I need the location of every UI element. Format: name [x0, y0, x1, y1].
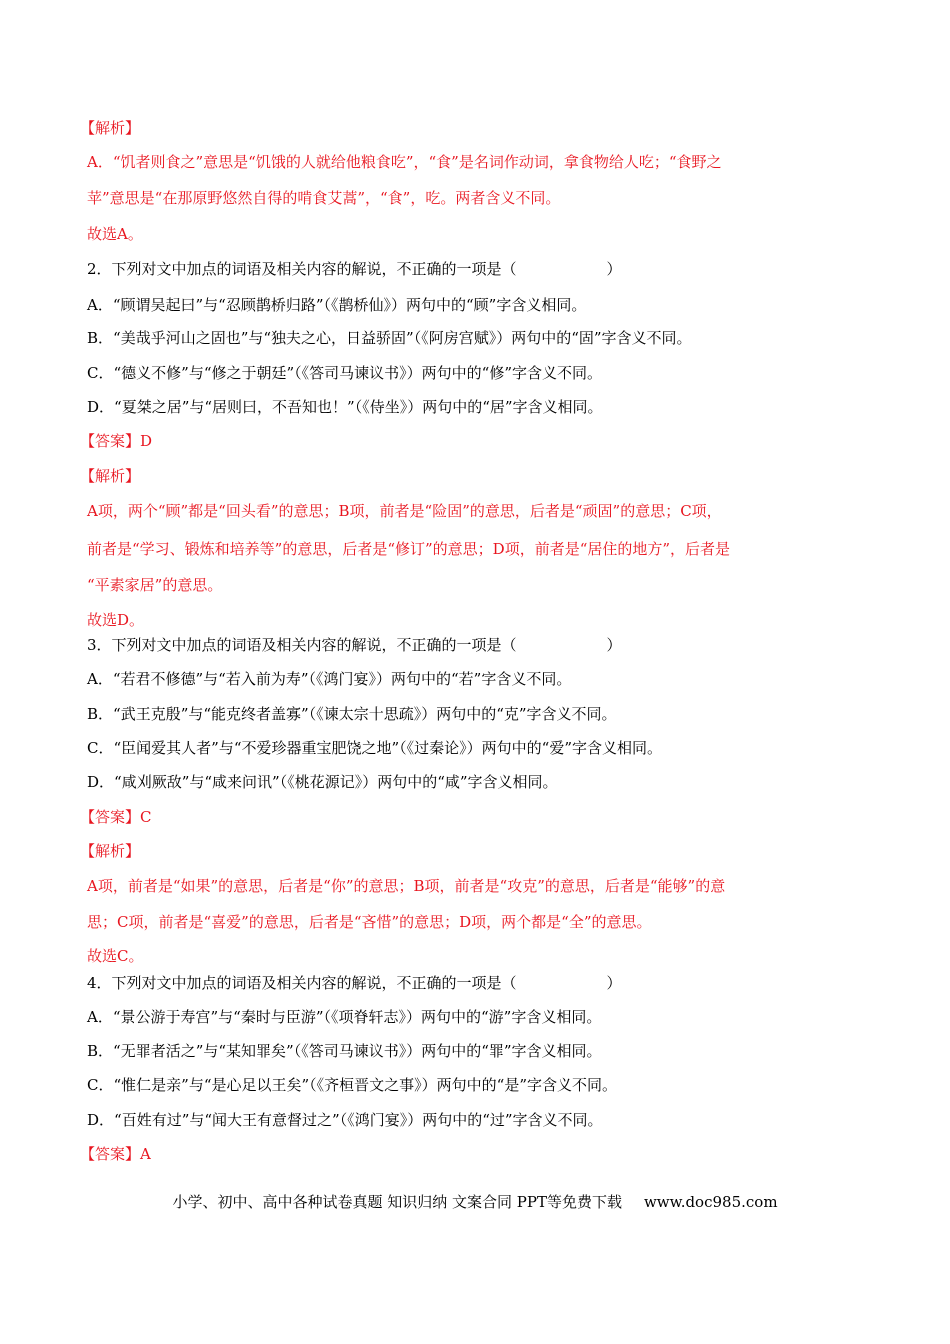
- conclusion-text: 故选D。: [87, 611, 145, 629]
- conclusion-text: 故选C。: [87, 947, 144, 965]
- answer-letter: C: [140, 808, 152, 826]
- analysis-text: 思；C项，前者是“喜爱”的意思，后者是“吝惜”的意思；D项，两个都是“全”的意思。: [87, 913, 652, 931]
- analysis-label: 【解析】: [80, 467, 141, 485]
- answer-text: [80, 808, 152, 826]
- analysis-text: A项，前者是“如果”的意思，后者是“你”的意思；B项，前者是“攻克”的意思，后者是“能够”的意: [87, 877, 726, 895]
- answer-text: [80, 432, 152, 450]
- answer-letter: D: [140, 432, 153, 450]
- question-3-option-d: D．“咸刈厥敌”与“咸来问讯”（《桃花源记》）两句中的“咸”字含义相同。: [87, 773, 558, 791]
- analysis-text: A．“饥者则食之”意思是“饥饿的人就给他粮食吃”，“食”是名词作动词，拿食物给人吃；“食野之: [87, 153, 722, 171]
- question-4-option-b: B．“无罪者活之”与“某知罪矣”（《答司马谏议书》）两句中的“罪”字含义相同。: [87, 1042, 602, 1060]
- question-2-option-a: A．“顾谓吴起曰”与“忍顾鹊桥归路”（《鹊桥仙》）两句中的“顾”字含义相同。: [87, 296, 587, 314]
- answer-label: [80, 431, 870, 451]
- analysis-text: “平素家居”的意思。: [87, 576, 223, 594]
- page-footer: [0, 1192, 950, 1212]
- analysis-label: 【解析】: [80, 842, 141, 860]
- answer-text: [80, 1145, 151, 1163]
- question-3-option-b: B．“武王克殷”与“能克终者盖寡”（《谏太宗十思疏》）两句中的“克”字含义不同。: [87, 705, 617, 723]
- question-2: 2．下列对文中加点的词语及相关内容的解说，不正确的一项是（ ）: [87, 260, 622, 278]
- question-3-option-a: A．“若君不修德”与“若入前为寿”（《鸿门宴》）两句中的“若”字含义不同。: [87, 670, 572, 688]
- question-2-option-d: D．“夏桀之居”与“居则曰，不吾知也！”（《侍坐》）两句中的“居”字含义相同。: [87, 398, 603, 416]
- answer-bracket-label: 【答案】: [80, 432, 141, 450]
- question-4: 4．下列对文中加点的词语及相关内容的解说，不正确的一项是（ ）: [87, 974, 622, 992]
- answer-label: [80, 807, 870, 827]
- answer-bracket-label: 【答案】: [80, 1145, 141, 1163]
- answer-label: [80, 1144, 870, 1164]
- question-3-option-c: C．“臣闻爱其人者”与“不爱珍器重宝肥饶之地”（《过秦论》）两句中的“爱”字含义相同。: [87, 739, 662, 757]
- analysis-label: 【解析】: [80, 119, 141, 137]
- conclusion-text: 故选A。: [87, 225, 143, 243]
- question-4-option-a: A．“景公游于寿宫”与“秦时与臣游”（《项脊轩志》）两句中的“游”字含义相同。: [87, 1008, 602, 1026]
- answer-bracket-label: 【答案】: [80, 808, 141, 826]
- footer-url-link[interactable]: www.doc985.com: [643, 1193, 778, 1211]
- analysis-text: 苹”意思是“在那原野悠然自得的啃食艾蒿”，“食”，吃。两者含义不同。: [87, 189, 561, 207]
- answer-letter: A: [140, 1145, 151, 1163]
- analysis-text: A项，两个“顾”都是“回头看”的意思；B项，前者是“险固”的意思，后者是“顽固”的意思；C项，: [87, 502, 722, 520]
- analysis-text: 前者是“学习、锻炼和培养等”的意思，后者是“修订”的意思；D项，前者是“居住的地方”，后者是: [87, 540, 731, 558]
- question-2-option-b: B．“美哉乎河山之固也”与“独夫之心，日益骄固”（《阿房宫赋》）两句中的“固”字含义不同。: [87, 329, 692, 347]
- question-2-option-c: C．“德义不修”与“修之于朝廷”（《答司马谏议书》）两句中的“修”字含义不同。: [87, 364, 602, 382]
- footer-text: 小学、初中、高中各种试卷真题 知识归纳 文案合同 PPT等免费下载: [172, 1193, 622, 1211]
- question-4-option-d: D．“百姓有过”与“闻大王有意督过之”（《鸿门宴》）两句中的“过”字含义不同。: [87, 1111, 603, 1129]
- question-4-option-c: C．“惟仁是亲”与“是心足以王矣”（《齐桓晋文之事》）两句中的“是”字含义不同。: [87, 1076, 617, 1094]
- question-3: 3．下列对文中加点的词语及相关内容的解说，不正确的一项是（ ）: [87, 636, 622, 654]
